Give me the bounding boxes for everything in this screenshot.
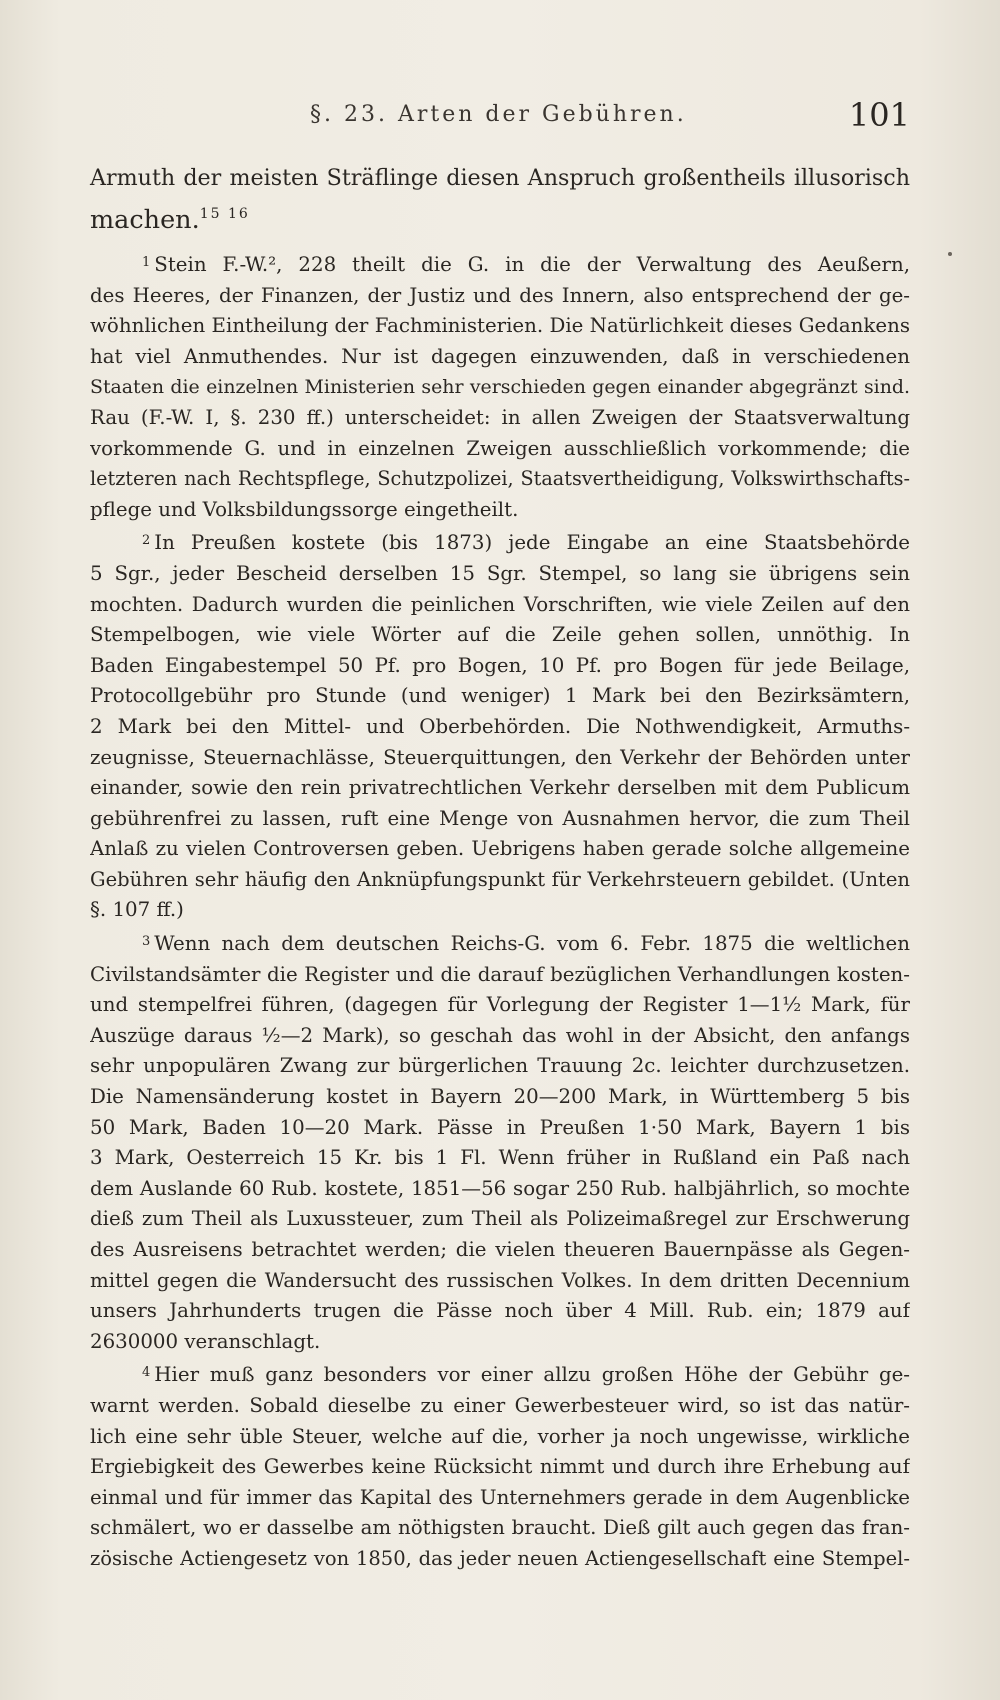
footnote-line: pflege und Volksbildungssorge eingetheilt. bbox=[90, 497, 519, 521]
footnote-1-line bbox=[90, 248, 910, 281]
main-line-2 bbox=[90, 196, 910, 238]
footnote-2-number: 2 bbox=[142, 533, 151, 549]
footnote-line: Stempelbogen, wie viele Wörter auf die Zeile gehen sollen, unnöthig. In bbox=[90, 623, 910, 647]
footnote-line: mochten. Dadurch wurden die peinlichen Vorschriften, wie viele Zeilen auf den bbox=[90, 592, 910, 616]
footnote-line: In Preußen kostete (bis 1873) jede Eingabe an eine Staatsbehörde bbox=[154, 531, 910, 555]
paper-speck bbox=[948, 252, 952, 256]
footnote-line: des Heeres, der Finanzen, der Justiz und des Innern, also entsprechend der ge- bbox=[90, 283, 910, 307]
footnote-1 bbox=[90, 248, 910, 525]
main-paragraph bbox=[90, 160, 910, 238]
footnote-line: warnt werden. Sobald dieselbe zu einer Gewerbesteuer wird, so ist das natür- bbox=[90, 1393, 910, 1417]
footnote-line: einander, sowie den rein privatrechtlichen Verkehr derselben mit dem Publicum bbox=[90, 776, 910, 800]
footnote-2 bbox=[90, 526, 910, 926]
page-number: 101 bbox=[848, 96, 910, 134]
footnote-line: sehr unpopulären Zwang zur bürgerlichen Trauung 2c. leichter durchzusetzen. bbox=[90, 1054, 910, 1078]
footnote-line: Wenn nach dem deutschen Reichs-G. vom 6. Febr. 1875 die weltlichen bbox=[154, 932, 910, 956]
footnote-line: vorkommende G. und in einzelnen Zweigen ausschließlich vorkommende; die bbox=[90, 436, 910, 460]
footnote-line: Ergiebigkeit des Gewerbes keine Rücksicht nimmt und durch ihre Erhebung auf bbox=[90, 1455, 910, 1479]
footnote-line: Stein F.-W.², 228 theilt die G. in die der Verwaltung des Aeußern, bbox=[154, 253, 910, 276]
footnote-2-line bbox=[90, 526, 910, 559]
footnote-3-line bbox=[90, 927, 910, 960]
footnote-line: des Ausreisens betrachtet werden; die vielen theueren Bauernpässe als Gegen- bbox=[90, 1238, 910, 1261]
footnote-line: einmal und für immer das Kapital des Unternehmers gerade in dem Augenblicke bbox=[90, 1485, 910, 1509]
footnote-line: hat viel Anmuthendes. Nur ist dagegen einzuwenden, daß in verschiedenen bbox=[90, 344, 910, 368]
main-line-2-text: machen. bbox=[90, 205, 200, 235]
footnote-4 bbox=[90, 1358, 910, 1574]
footnote-line: wöhnlichen Eintheilung der Fachministerien. Die Natürlichkeit dieses Gedankens bbox=[90, 314, 910, 338]
footnote-line: unsers Jahrhunderts trugen die Pässe noch über 4 Mill. Rub. ein; 1879 auf bbox=[90, 1299, 910, 1323]
footnote-line: Civilstandsämter die Register und die darauf bezüglichen Verhandlungen kosten- bbox=[90, 962, 910, 986]
footnote-line: mittel gegen die Wandersucht des russischen Volkes. In dem dritten Decennium bbox=[90, 1268, 910, 1292]
footnote-line: lich eine sehr üble Steuer, welche auf die, vorher ja noch ungewisse, wirkliche bbox=[90, 1424, 910, 1448]
footnote-line: 2630000 veranschlagt. bbox=[90, 1329, 321, 1353]
footnote-line: zösische Actiengesetz von 1850, das jeder neuen Actiengesellschaft eine Stempel- bbox=[90, 1546, 910, 1570]
footnote-4-line bbox=[90, 1358, 910, 1391]
footnote-line: Hier muß ganz besonders vor einer allzu großen Höhe der Gebühr ge- bbox=[154, 1363, 910, 1387]
footnote-line: letzteren nach Rechtspflege, Schutzpolizei, Staatsvertheidigung, Volkswirthschafts- bbox=[90, 467, 910, 491]
footnote-line: Baden Eingabestempel 50 Pf. pro Bogen, 10 Pf. pro Bogen für jede Beilage, bbox=[90, 653, 910, 677]
footnote-line: Anlaß zu vielen Controversen geben. Uebrigens haben gerade solche allgemeine bbox=[90, 837, 910, 861]
footnote-line: schmälert, wo er dasselbe am nöthigsten braucht. Dieß gilt auch gegen das fran- bbox=[90, 1516, 910, 1540]
running-title: §. 23. Arten der Gebühren. bbox=[310, 102, 687, 127]
footnote-3-number: 3 bbox=[142, 934, 151, 950]
footnote-1-number: 1 bbox=[142, 255, 151, 270]
footnote-4-number: 4 bbox=[142, 1365, 151, 1381]
main-line-1: Armuth der meisten Sträflinge diesen Anspruch großentheils illusorisch bbox=[90, 165, 910, 191]
footnote-line: gebührenfrei zu lassen, ruft eine Menge von Ausnahmen hervor, die zum Theil bbox=[90, 806, 910, 830]
footnote-line: Staaten die einzelnen Ministerien sehr verschieden gegen einander abgegränzt sind. bbox=[90, 376, 910, 399]
footnote-line: Protocollgebühr pro Stunde (und weniger) 1 Mark bei den Bezirksämtern, bbox=[90, 684, 910, 708]
footnote-line: Die Namensänderung kostet in Bayern 20—200 Mark, in Württemberg 5 bis bbox=[90, 1085, 910, 1109]
footnote-line: und stempelfrei führen, (dagegen für Vorlegung der Register 1—1½ Mark, für bbox=[90, 993, 910, 1017]
footnote-line: 50 Mark, Baden 10—20 Mark. Pässe in Preußen 1·50 Mark, Bayern 1 bis bbox=[90, 1115, 910, 1139]
footnote-line: dem Auslande 60 Rub. kostete, 1851—56 sogar 250 Rub. halbjährlich, so mochte bbox=[90, 1176, 910, 1200]
footnote-line: Gebühren sehr häufig den Anknüpfungspunkt für Verkehrsteuern gebildet. (Unten bbox=[90, 867, 910, 891]
footnote-line: §. 107 ff.) bbox=[90, 898, 184, 922]
footnote-line: 2 Mark bei den Mittel- und Oberbehörden. Die Nothwendigkeit, Armuths- bbox=[90, 714, 910, 738]
footnote-line: Auszüge daraus ½—2 Mark), so geschah das wohl in der Absicht, den anfangs bbox=[90, 1023, 910, 1047]
footnote-line: 5 Sgr., jeder Bescheid derselben 15 Sgr. Stempel, so lang sie übrigens sein bbox=[90, 561, 910, 585]
footnote-line: dieß zum Theil als Luxussteuer, zum Theil als Polizeimaßregel zur Erschwerung bbox=[90, 1207, 910, 1231]
text-block bbox=[90, 160, 910, 1576]
footnote-references: 15 16 bbox=[199, 206, 250, 222]
footnote-line: 3 Mark, Oesterreich 15 Kr. bis 1 Fl. Wenn früher in Rußland ein Paß nach bbox=[90, 1146, 910, 1170]
footnote-line: Rau (F.-W. I, §. 230 ff.) unterscheidet: in allen Zweigen der Staatsverwaltung bbox=[90, 405, 910, 429]
footnote-3 bbox=[90, 927, 910, 1357]
page-header bbox=[310, 96, 920, 140]
footnote-line: zeugnisse, Steuernachlässe, Steuerquittungen, den Verkehr der Behörden unter bbox=[90, 745, 910, 769]
